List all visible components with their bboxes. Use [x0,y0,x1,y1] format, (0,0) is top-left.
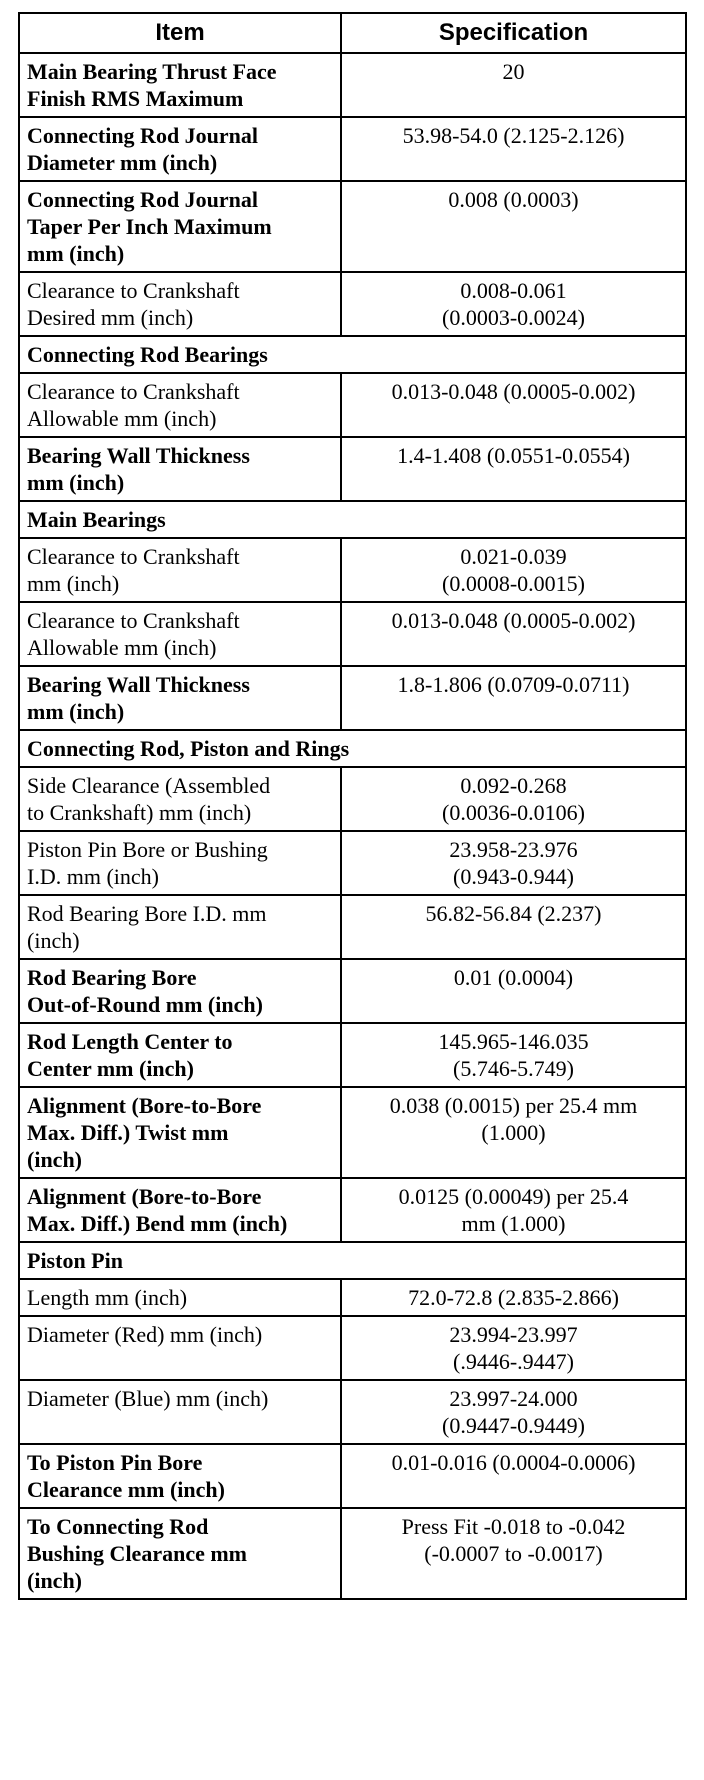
specification-line: 23.958-23.976 [449,837,578,862]
specification-line: 72.0-72.8 (2.835-2.866) [408,1285,619,1310]
item-line: Bearing Wall Thickness [27,443,250,468]
specification-cell [341,1023,686,1087]
specification-line: (0.0036-0.0106) [442,800,585,825]
item-line: Rod Bearing Bore [27,965,197,990]
item-line: Center mm (inch) [27,1056,194,1081]
specification-line: 0.092-0.268 [460,773,567,798]
item-cell [19,1279,341,1316]
table-row [19,895,686,959]
specification-cell [341,831,686,895]
item-line: Clearance to Crankshaft [27,379,240,404]
table-row [19,1316,686,1380]
table-row [19,53,686,117]
specification-cell [341,53,686,117]
specification-cell [341,1508,686,1599]
section-title: Connecting Rod Bearings [19,336,686,373]
item-line: Clearance to Crankshaft [27,608,240,633]
specification-cell [341,437,686,501]
item-line: Diameter (Red) mm (inch) [27,1322,263,1347]
table-row [19,437,686,501]
section-row [19,730,686,767]
specification-cell [341,1087,686,1178]
item-line: Max. Diff.) Bend mm (inch) [27,1211,288,1236]
table-row [19,1023,686,1087]
item-cell [19,373,341,437]
specification-line: 0.008-0.061 [460,278,567,303]
item-line: Alignment (Bore-to-Bore [27,1184,262,1209]
item-line: mm (inch) [27,571,120,596]
table-body [19,53,686,1599]
item-line: (inch) [27,928,80,953]
item-line: Allowable mm (inch) [27,635,217,660]
specification-line: (1.000) [481,1120,546,1145]
specification-line: mm (1.000) [461,1211,566,1236]
specification-cell [341,602,686,666]
item-cell [19,1023,341,1087]
table-row [19,1279,686,1316]
table-row [19,767,686,831]
specification-line: 0.013-0.048 (0.0005-0.002) [391,379,636,404]
specification-cell [341,959,686,1023]
specification-cell [341,373,686,437]
item-cell [19,53,341,117]
specification-column-header: Specification [341,13,686,53]
specification-cell [341,767,686,831]
item-cell [19,1316,341,1380]
item-cell [19,831,341,895]
specification-line: 23.994-23.997 [449,1322,578,1347]
specification-line: (0.0003-0.0024) [442,305,585,330]
specification-cell [341,538,686,602]
table-row [19,181,686,272]
item-cell [19,602,341,666]
item-line: Main Bearing Thrust Face [27,59,277,84]
item-line: Alignment (Bore-to-Bore [27,1093,262,1118]
specification-line: 0.013-0.048 (0.0005-0.002) [391,608,636,633]
item-line: Side Clearance (Assembled [27,773,271,798]
table-row [19,1508,686,1599]
specification-cell [341,117,686,181]
item-line: mm (inch) [27,470,125,495]
specification-line: (.9446-.9447) [453,1349,574,1374]
specification-line: 0.038 (0.0015) per 25.4 mm [389,1093,638,1118]
item-line: Diameter mm (inch) [27,150,218,175]
item-cell [19,437,341,501]
item-line: Length mm (inch) [27,1285,188,1310]
item-line: Connecting Rod Journal [27,123,259,148]
specification-line: 20 [502,59,525,84]
item-line: To Piston Pin Bore [27,1450,203,1475]
specification-cell [341,1380,686,1444]
item-line: Finish RMS Maximum [27,86,244,111]
specification-line: Press Fit -0.018 to -0.042 [401,1514,626,1539]
item-cell [19,666,341,730]
item-cell [19,1087,341,1178]
item-cell [19,181,341,272]
specification-cell [341,895,686,959]
table-row [19,1444,686,1508]
section-row [19,1242,686,1279]
item-cell [19,117,341,181]
table-row [19,1178,686,1242]
table-row [19,1380,686,1444]
item-line: Diameter (Blue) mm (inch) [27,1386,269,1411]
item-cell [19,272,341,336]
item-line: Rod Length Center to [27,1029,233,1054]
table-row [19,602,686,666]
specification-line: 23.997-24.000 [449,1386,578,1411]
item-cell [19,1444,341,1508]
item-cell [19,1508,341,1599]
specification-line: (-0.0007 to -0.0017) [424,1541,603,1566]
specification-cell [341,1279,686,1316]
table-header [19,13,686,53]
item-cell [19,1178,341,1242]
item-line: Rod Bearing Bore I.D. mm [27,901,267,926]
item-line: Max. Diff.) Twist mm [27,1120,229,1145]
table-row [19,117,686,181]
section-title: Connecting Rod, Piston and Rings [19,730,686,767]
table-row [19,272,686,336]
item-line: mm (inch) [27,241,125,266]
specification-line: 0.01 (0.0004) [453,965,574,990]
specification-line: (0.943-0.944) [453,864,574,889]
item-cell [19,767,341,831]
specification-line: 0.008 (0.0003) [448,187,579,212]
item-line: I.D. mm (inch) [27,864,159,889]
specification-line: (0.0008-0.0015) [442,571,585,596]
item-line: Allowable mm (inch) [27,406,217,431]
item-line: Bearing Wall Thickness [27,672,250,697]
specification-line: 1.8-1.806 (0.0709-0.0711) [397,672,630,697]
specification-cell [341,272,686,336]
spec-table [18,12,687,1600]
item-line: (inch) [27,1568,82,1593]
specification-cell [341,1178,686,1242]
item-line: Connecting Rod Journal [27,187,259,212]
item-line: Out-of-Round mm (inch) [27,992,263,1017]
specification-line: 0.01-0.016 (0.0004-0.0006) [391,1450,636,1475]
item-line: Desired mm (inch) [27,305,194,330]
item-line: Clearance to Crankshaft [27,278,240,303]
item-line: To Connecting Rod [27,1514,209,1539]
item-cell [19,538,341,602]
specification-line: 145.965-146.035 [438,1029,589,1054]
specification-cell [341,181,686,272]
section-title: Piston Pin [19,1242,686,1279]
specification-line: 56.82-56.84 (2.237) [425,901,602,926]
item-line: Clearance to Crankshaft [27,544,240,569]
item-cell [19,1380,341,1444]
specification-cell [341,1444,686,1508]
specification-cell [341,1316,686,1380]
specification-line: 0.021-0.039 [460,544,567,569]
item-line: to Crankshaft) mm (inch) [27,800,252,825]
item-line: Taper Per Inch Maximum [27,214,272,239]
table-row [19,538,686,602]
specification-line: (0.9447-0.9449) [442,1413,585,1438]
item-column-header: Item [19,13,341,53]
specification-line: 0.0125 (0.00049) per 25.4 [398,1184,629,1209]
table-row [19,666,686,730]
section-row [19,501,686,538]
specification-line: 53.98-54.0 (2.125-2.126) [402,123,625,148]
item-line: (inch) [27,1147,82,1172]
item-line: Clearance mm (inch) [27,1477,225,1502]
table-row [19,959,686,1023]
section-row [19,336,686,373]
specification-line: (5.746-5.749) [453,1056,574,1081]
item-line: mm (inch) [27,699,125,724]
item-line: Bushing Clearance mm [27,1541,247,1566]
item-cell [19,895,341,959]
table-row [19,1087,686,1178]
item-line: Piston Pin Bore or Bushing [27,837,268,862]
table-row [19,373,686,437]
specification-line: 1.4-1.408 (0.0551-0.0554) [397,443,630,468]
table-row [19,831,686,895]
header-row [19,13,686,53]
specification-cell [341,666,686,730]
item-cell [19,959,341,1023]
section-title: Main Bearings [19,501,686,538]
